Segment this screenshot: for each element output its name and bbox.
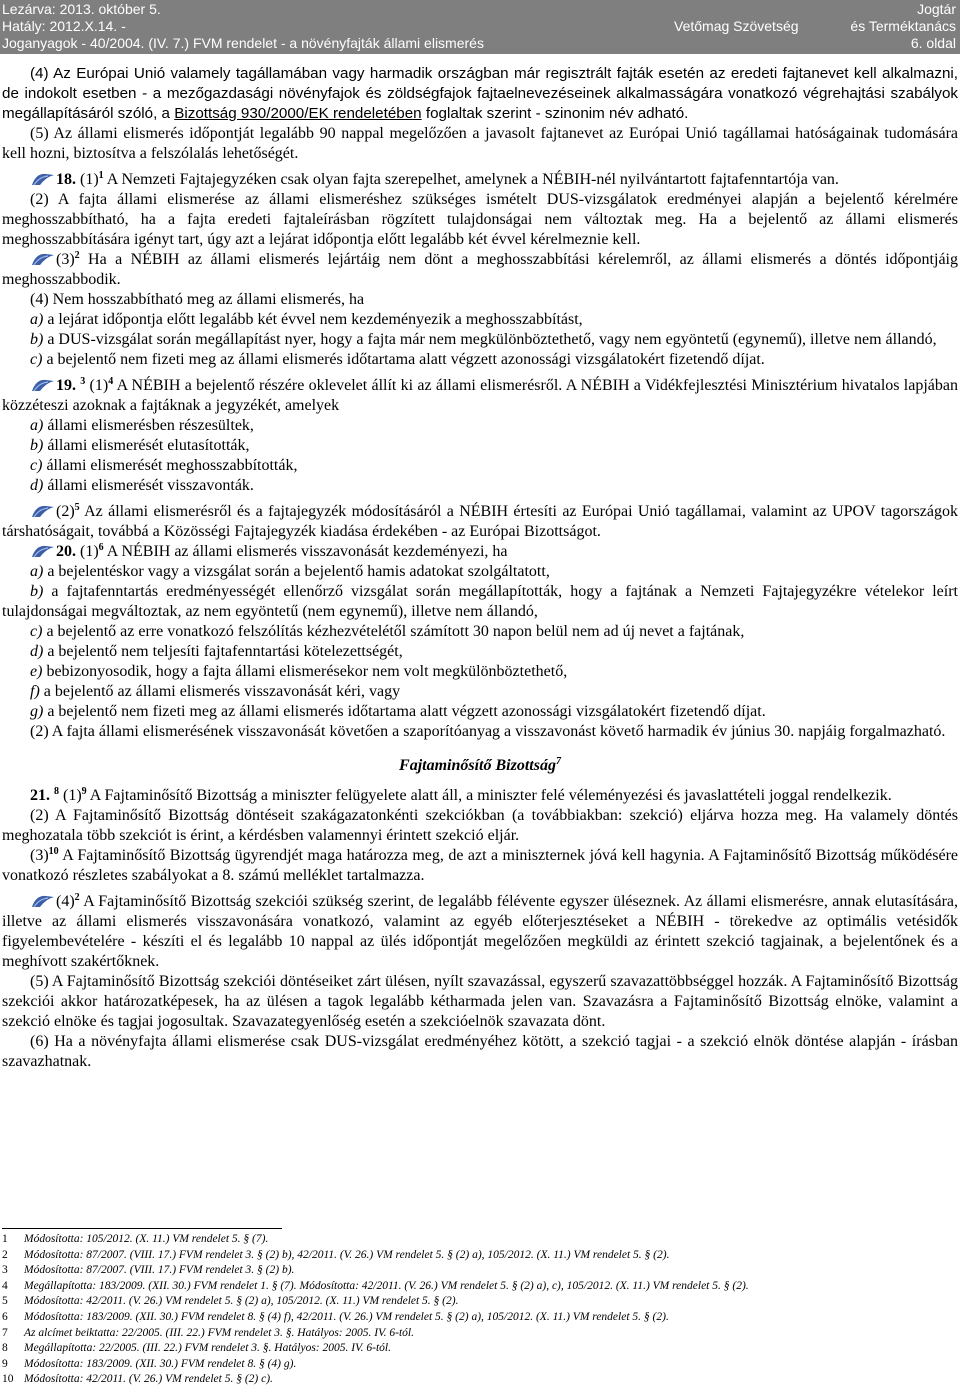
header-publisher: Vetőmag Szövetség xyxy=(674,18,799,34)
header-page-number: 6. oldal xyxy=(910,35,956,51)
footnote-ref[interactable]: 5 xyxy=(74,502,80,513)
list-text: a fajtafenntartás eredményességét ellenőrző vizsgálat során megállapították, hogy a fajtának a Nemzeti Fajtajegyzékre vételekor leírt tulajdonságai megváltoztak, az nem egyöntetű (nem egynemű), illetve nem állandó, xyxy=(2,583,958,620)
paragraph-text: A NÉBIH az állami elismerés visszavonását kezdeményezi, ha xyxy=(103,543,508,560)
section-19-para-1 xyxy=(2,376,958,416)
footnote-item xyxy=(2,1372,952,1388)
section-20-para-1 xyxy=(2,542,958,562)
list-item xyxy=(2,662,958,682)
list-text: állami elismerésben részesültek, xyxy=(43,417,254,434)
paragraph-text: Az állami elismerésről és a fajtajegyzék módosításáról a NÉBIH értesíti az Európai Unió tagállamai, valamint az UPOV tagországok társhatóságait, továbbá a Közösségi Fajtajegyzék kiadása érdekében - az Európai Bizottságot. xyxy=(2,503,958,540)
paragraph-text: (4) Az Európai Unió valamely tagállamában vagy harmadik országban már regisztrált fajták esetén az eredeti fajtanevet kell alkalmazni, de indokolt esetben - a mezőgazdasági növényfajok és zöldségfajok fajtaelnevezéseinek alkalmasságára vonatkozó végrehajtási szabályok megállapításáról szóló, a xyxy=(2,65,958,122)
footnote-text: Megállapította: 22/2005. (III. 22.) FVM rendelet 3. §. Hatályos: 2005. IV. 6-tól. xyxy=(24,1342,391,1355)
header-closed-date: Lezárva: 2013. október 5. xyxy=(2,1,161,17)
list-label: c) xyxy=(30,457,43,474)
list-item xyxy=(2,682,958,702)
paragraph-20-5: (5) Az állami elismerés időpontját legalább 90 nappal megelőzően a javasolt fajtanevet az Európai Unió tagállamai hatóságainak tudomására kell hozni, biztosítva a felszólalás lehetőségét. xyxy=(2,125,958,162)
page-header xyxy=(0,0,960,54)
paragraph-text: A Fajtaminősítő Bizottság ügyrendjét maga határozza meg, de azt a miniszternek jóvá kell hagynia. A Fajtaminősítő Bizottság működésére vonatkozó részletes szabályokat a 8. számú melléklet tartalmazza. xyxy=(2,847,958,884)
list-text: a DUS-vizsgálat során megállapítást nyer, hogy a fajta már nem megkülönböztethető, vagy nem egyöntetű (egynemű), illetve nem állandó, xyxy=(43,331,937,348)
amendment-marker-icon[interactable] xyxy=(30,251,56,267)
list-text: a bejelentő nem teljesíti fajtafenntartási kötelezettségét, xyxy=(43,643,403,660)
list-label: b) xyxy=(30,583,44,600)
footnote-text: Módosította: 42/2011. (V. 26.) VM rendelet 5. § (2) a), 105/2012. (X. 11.) VM rendelet 5. § (2). xyxy=(24,1295,459,1308)
list-label: b) xyxy=(30,437,44,454)
list-text: bebizonyosodik, hogy a fajta állami elismerésekor nem volt megkülönböztethető, xyxy=(42,663,568,680)
paragraph-number: (3) xyxy=(56,251,75,268)
footnote-item xyxy=(2,1326,952,1342)
list-text: a bejelentő nem fizeti meg az állami elismerés időtartama alatt végzett azonossági vizsgálatokért fizetendő díjat. xyxy=(43,703,766,720)
list-item xyxy=(2,582,958,622)
section-21-para-6: (6) Ha a növényfajta állami elismerése csak DUS-vizsgálat eredményéhez kötött, a szekció tagjai - a szekció elnök döntése alapján - írásban szavazhatnak. xyxy=(2,1033,958,1070)
list-item xyxy=(2,436,958,456)
footnote-number: 3 xyxy=(2,1264,8,1277)
section-21-para-4 xyxy=(2,892,958,972)
footnote-number: 2 xyxy=(2,1248,8,1261)
paragraph-20-4 xyxy=(2,64,958,124)
section-21-para-1 xyxy=(2,786,958,806)
list-item xyxy=(2,330,958,350)
footnote-text: Az alcímet beiktatta: 22/2005. (III. 22.) FVM rendelet 3. §. Hatályos: 2005. IV. 6-tól. xyxy=(24,1326,414,1339)
footnote-ref[interactable]: 2 xyxy=(74,250,80,261)
list-item xyxy=(2,562,958,582)
footnote-ref[interactable]: 2 xyxy=(74,892,80,903)
footnote-divider xyxy=(2,1228,282,1229)
footnote-text: Módosította: 183/2009. (XII. 30.) FVM rendelet 8. § (4) f), 42/2011. (V. 26.) VM rendelet 5. § (2) a), 105/2012. (X. 11.) VM rendelet 5. § (2). xyxy=(24,1310,669,1323)
list-text: állami elismerését elutasították, xyxy=(43,437,250,454)
footnote-ref[interactable]: 9 xyxy=(81,786,87,797)
footnote-item xyxy=(2,1357,952,1373)
section-18-para-3 xyxy=(2,250,958,290)
list-label: c) xyxy=(30,623,43,640)
footnote-number: 1 xyxy=(2,1233,8,1245)
footnotes xyxy=(2,1228,952,1388)
footnote-ref[interactable]: 10 xyxy=(48,846,59,857)
section-number: 20. xyxy=(56,543,76,560)
amendment-marker-icon[interactable] xyxy=(30,543,56,559)
footnote-text: Módosította: 183/2009. (XII. 30.) FVM rendelet 8. § (4) g). xyxy=(24,1357,297,1370)
paragraph-text: A Nemzeti Fajtajegyzéken csak olyan fajta szerepelhet, amelynek a NÉBIH-nél nyilvántartott fajtafenntartója van. xyxy=(103,171,839,188)
section-21-para-2: (2) A Fajtaminősítő Bizottság döntéseit szakágazatonkénti szekciókban (a továbbiakban: szekció) eljárva hozza meg. Ha valamely döntés meghozatala több szekciót is érint, a kérdésben valamennyi érintett szekció eljár. xyxy=(2,807,958,844)
list-label: c) xyxy=(30,351,43,368)
paragraph-number: (4) xyxy=(56,893,75,910)
footnote-text: Módosította: 87/2007. (VIII. 17.) FVM rendelet 3. § (2) b). xyxy=(24,1264,295,1277)
section-20-para-2: (2) A fajta állami elismerésének visszavonását követően a szaporítóanyag a visszavonást követő harmadik év június 30. napjáig forgalmazható. xyxy=(30,723,946,740)
list-item xyxy=(2,350,958,370)
footnote-item xyxy=(2,1279,952,1295)
footnote-text: Módosította: 87/2007. (VIII. 17.) FVM rendelet 3. § (2) b), 42/2011. (V. 26.) VM rendelet 5. § (2) a), 105/2012. (X. 11.) VM rendelet 5. § (2). xyxy=(24,1248,670,1261)
paragraph-number: (3) xyxy=(30,847,49,864)
header-document-title: Joganyagok - 40/2004. (IV. 7.) FVM rendelet - a növényfajták állami elismerés xyxy=(2,35,484,51)
paragraph-number: (2) xyxy=(56,503,75,520)
list-label: a) xyxy=(30,311,44,328)
list-item xyxy=(2,642,958,662)
section-18-para-1 xyxy=(2,170,958,190)
paragraph-text: Ha a NÉBIH az állami elismerés lejártáig nem dönt a meghosszabbítási kérelemről, az állami elismerés a döntés időpontjáig meghosszabbodik. xyxy=(2,251,958,288)
section-21-para-5: (5) A Fajtaminősítő Bizottság szekciói döntéseiket zárt ülésen, nyílt szavazással, egyszerű szavazattöbbséggel hozzák. A Fajtaminősítő Bizottság szekciói akkor határozatképesek, ha az ülésen a tagok legalább kétharmada jelen van. Szavazásra a Fajtaminősítő Bizottság elnöke, valamint a szekció elnöke és tagjai jogosultak. Szavazategyenlőség esetén a szekcióelnök szavazata dönt. xyxy=(2,973,958,1030)
section-18-para-4: (4) Nem hosszabbítható meg az állami elismerés, ha xyxy=(30,291,365,308)
header-jogtar: Jogtár xyxy=(917,1,956,17)
section-19-para-2 xyxy=(2,502,958,542)
amendment-marker-icon[interactable] xyxy=(30,377,56,393)
list-label: a) xyxy=(30,563,44,580)
list-label: b) xyxy=(30,331,44,348)
header-effective-date: Hatály: 2012.X.14. - xyxy=(2,18,126,34)
section-number: 21. xyxy=(30,787,50,804)
footnote-ref[interactable]: 4 xyxy=(108,376,114,387)
header-organization: és Terméktanács xyxy=(850,18,956,34)
section-number: 18. xyxy=(56,171,76,188)
paragraph-text: A NÉBIH a bejelentő részére oklevelet állít ki az állami elismerésről. A NÉBIH a Vidékfejlesztési Minisztérium hivatalos lapjában közzéteszi azoknak a fajtáknak a jegyzékét, amelyek xyxy=(2,377,959,414)
paragraph-text: A Fajtaminősítő Bizottság szekciói szükség szerint, de legalább félévente egyszer üléseznek. Az állami elismerésre, annak elutasítására, illetve az állami elismerés visszavonására vonatkozó, valamint az egyéb előterjesztéseket a NÉBIH - törekedve az optimális vetésidők figyelembevételére - készíti el és legalább 10 nappal az ülés időpontját megelőzően megküldi az érintett szekció tagjainak, a bejelentőnek és a meghívott szakértőknek. xyxy=(2,893,958,970)
footnote-number: 9 xyxy=(2,1357,8,1370)
footnote-ref[interactable]: 3 xyxy=(80,376,86,387)
list-item xyxy=(2,416,958,436)
footnote-ref[interactable]: 7 xyxy=(555,756,561,767)
amendment-marker-icon[interactable] xyxy=(30,893,56,909)
list-item xyxy=(2,702,958,722)
paragraph-text: A Fajtaminősítő Bizottság a miniszter felügyelete alatt áll, a miniszter felé véleményezési és javaslattételi joggal rendelkezik. xyxy=(86,787,892,804)
list-label: d) xyxy=(30,477,44,494)
header-right xyxy=(850,1,956,52)
footnote-item xyxy=(2,1294,952,1310)
footnote-text: Megállapította: 183/2009. (XII. 30.) FVM rendelet 1. § (7). Módosította: 42/2011. (V. 26.) VM rendelet 5. § (2) a), c), 105/2012. (X. 11.) VM rendelet 5. § (2). xyxy=(24,1279,749,1292)
list-label: e) xyxy=(30,663,43,680)
section-18-para-2: (2) A fajta állami elismerése az állami elismeréshez szükséges ismételt DUS-vizsgálatok eredményei alapján a bejelentő kérelmére meghosszabbítható, ha a fajta eredeti fajtaleírásban rögzített tulajdonságai nem változtak meg. Ha a bejelentő az állami elismerés meghosszabbítására igényt tart, úgy azt a lejárat időpontja előtt legalább két évvel kérelmeznie kell. xyxy=(2,191,958,248)
list-text: állami elismerését visszavonták. xyxy=(43,477,254,494)
paragraph-number: (1) xyxy=(59,787,82,804)
section-title xyxy=(2,756,958,776)
footnote-number: 4 xyxy=(2,1279,8,1292)
amendment-marker-icon[interactable] xyxy=(30,503,56,519)
list-text: a bejelentő az állami elismerés visszavonását kéri, vagy xyxy=(39,683,401,700)
paragraph-number: (1) xyxy=(85,377,109,394)
section-21-para-3 xyxy=(2,846,958,886)
document-body xyxy=(2,64,958,1072)
footnote-ref[interactable]: 1 xyxy=(98,170,104,181)
footnote-item xyxy=(2,1341,952,1357)
footnote-item xyxy=(2,1248,952,1264)
footnote-text: Módosította: 105/2012. (X. 11.) VM rendelet 5. § (7). xyxy=(24,1233,269,1245)
footnote-ref[interactable]: 6 xyxy=(98,542,104,553)
list-item xyxy=(2,310,958,330)
section-title-text: Fajtaminősítő Bizottság xyxy=(399,757,556,774)
paragraph-text: foglaltak szerint - szinonim név adható. xyxy=(421,105,689,122)
footnote-number: 10 xyxy=(2,1373,14,1386)
list-item xyxy=(2,622,958,642)
list-label: f) xyxy=(30,683,40,700)
footnote-text: Módosította: 42/2011. (V. 26.) VM rendelet 5. § (2) c). xyxy=(24,1373,273,1386)
paragraph-number: (1) xyxy=(80,171,99,188)
list-text: a bejelentő nem fizeti meg az állami elismerés időtartama alatt végzett azonossági vizsgálatokért fizetendő díjat. xyxy=(42,351,765,368)
list-text: állami elismerését meghosszabbították, xyxy=(42,457,298,474)
footnote-number: 7 xyxy=(2,1326,8,1339)
footnote-item xyxy=(2,1263,952,1279)
regulation-link[interactable]: Bizottság 930/2000/EK rendeletében xyxy=(174,105,422,122)
list-label: d) xyxy=(30,643,44,660)
footnote-item xyxy=(2,1310,952,1326)
list-label: g) xyxy=(30,703,44,720)
paragraph-number: (1) xyxy=(76,543,99,560)
footnote-number: 5 xyxy=(2,1295,8,1308)
list-text: a lejárat időpontja előtt legalább két évvel nem kezdeményezik a meghosszabbítást, xyxy=(43,311,583,328)
footnote-number: 8 xyxy=(2,1342,8,1355)
list-text: a bejelentő az erre vonatkozó felszólítás kézhezvételétől számított 30 napon belül nem ad új nevet a fajtának, xyxy=(42,623,745,640)
footnote-ref[interactable]: 8 xyxy=(54,786,59,797)
footnote-number: 6 xyxy=(2,1310,8,1323)
amendment-marker-icon[interactable] xyxy=(30,171,56,187)
list-label: a) xyxy=(30,417,44,434)
list-text: a bejelentéskor vagy a vizsgálat során a bejelentő hamis adatokat szolgáltatott, xyxy=(43,563,550,580)
footnote-item xyxy=(2,1232,952,1248)
list-item xyxy=(2,476,958,496)
header-left xyxy=(2,1,484,52)
section-number: 19. xyxy=(56,377,76,394)
list-item xyxy=(2,456,958,476)
